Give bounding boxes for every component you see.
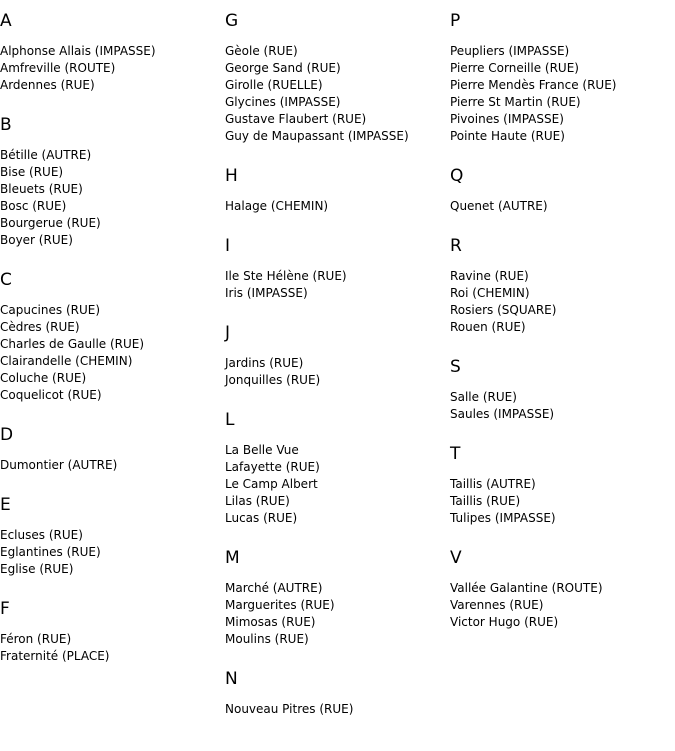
street-link[interactable]: Gustave Flaubert (RUE) (225, 112, 367, 126)
group-spacer (0, 665, 225, 676)
street-link[interactable]: Charles de Gaulle (RUE) (0, 337, 145, 351)
group-spacer (225, 648, 450, 659)
group-spacer (0, 404, 225, 415)
street-link[interactable]: Eglise (RUE) (0, 562, 74, 576)
street-link[interactable]: Taillis (AUTRE) (450, 477, 536, 491)
street-link[interactable]: Bise (RUE) (0, 165, 64, 179)
street-link[interactable]: Tulipes (IMPASSE) (450, 511, 556, 525)
street-link[interactable]: Fraternité (PLACE) (0, 649, 110, 663)
street-link[interactable]: Coquelicot (RUE) (0, 388, 102, 402)
letter-group-q (450, 156, 675, 226)
street-link[interactable]: Lafayette (RUE) (225, 460, 320, 474)
letter-group-f (0, 589, 225, 676)
street-link[interactable]: Roi (CHEMIN) (450, 286, 530, 300)
street-link[interactable]: Glycines (IMPASSE) (225, 95, 341, 109)
letter-group-p (450, 0, 675, 156)
street-link[interactable]: Taillis (RUE) (450, 494, 521, 508)
street-link[interactable]: Dumontier (AUTRE) (0, 458, 118, 472)
letter-heading: N (225, 669, 238, 689)
group-spacer (225, 527, 450, 538)
letter-heading: E (0, 495, 11, 515)
group-spacer (225, 215, 450, 226)
group-spacer (225, 302, 450, 313)
letter-group-r (450, 226, 675, 347)
letter-heading: I (225, 236, 231, 256)
street-link[interactable]: Girolle (RUELLE) (225, 78, 323, 92)
street-link[interactable]: Iris (IMPASSE) (225, 286, 308, 300)
street-link[interactable]: Féron (RUE) (0, 632, 72, 646)
street-link[interactable]: Marguerites (RUE) (225, 598, 335, 612)
group-spacer (450, 336, 675, 347)
street-link[interactable]: La Belle Vue (225, 443, 299, 457)
street-link[interactable]: Eglantines (RUE) (0, 545, 101, 559)
group-spacer (450, 423, 675, 434)
street-link[interactable]: Coluche (RUE) (0, 371, 87, 385)
letter-group-c (0, 260, 225, 415)
group-spacer (450, 215, 675, 226)
street-link[interactable]: Ardennes (RUE) (0, 78, 95, 92)
letter-group-d (0, 415, 225, 485)
street-link[interactable]: Bétille (AUTRE) (0, 148, 92, 162)
street-link[interactable]: Ravine (RUE) (450, 269, 529, 283)
street-link[interactable]: Halage (CHEMIN) (225, 199, 329, 213)
street-link[interactable]: Victor Hugo (RUE) (450, 615, 559, 629)
street-index-column-3 (450, 0, 675, 642)
street-link[interactable]: Pierre Corneille (RUE) (450, 61, 579, 75)
letter-heading: C (0, 270, 12, 290)
letter-group-l (225, 400, 450, 538)
group-spacer (450, 145, 675, 156)
letter-group-e (0, 485, 225, 589)
letter-group-a (0, 0, 225, 105)
street-link[interactable]: Saules (IMPASSE) (450, 407, 555, 421)
letter-heading: V (450, 548, 462, 568)
street-link[interactable]: Pierre Mendès France (RUE) (450, 78, 617, 92)
letter-heading: R (450, 236, 462, 256)
street-link[interactable]: Ecluses (RUE) (0, 528, 83, 542)
letter-heading: G (225, 11, 239, 31)
letter-group-g (225, 0, 450, 156)
street-link[interactable]: Marché (AUTRE) (225, 581, 323, 595)
street-link[interactable]: George Sand (RUE) (225, 61, 341, 75)
street-link[interactable]: Cèdres (RUE) (0, 320, 80, 334)
letter-heading: P (450, 11, 461, 31)
street-link[interactable]: Boyer (RUE) (0, 233, 73, 247)
street-link[interactable]: Lilas (RUE) (225, 494, 290, 508)
letter-group-b (0, 105, 225, 260)
letter-heading: M (225, 548, 240, 568)
letter-group-s (450, 347, 675, 434)
letter-heading: A (0, 11, 12, 31)
group-spacer (0, 474, 225, 485)
street-link[interactable]: Jonquilles (RUE) (225, 373, 321, 387)
letter-heading: B (0, 115, 12, 135)
street-link[interactable]: Bourgerue (RUE) (0, 216, 101, 230)
letter-group-h (225, 156, 450, 226)
street-link[interactable]: Capucines (RUE) (0, 303, 101, 317)
street-link[interactable]: Bleuets (RUE) (0, 182, 83, 196)
street-link[interactable]: Le Camp Albert (225, 477, 318, 491)
street-link[interactable]: Varennes (RUE) (450, 598, 544, 612)
street-link[interactable]: Jardins (RUE) (225, 356, 304, 370)
street-link[interactable]: Quenet (AUTRE) (450, 199, 548, 213)
group-spacer (225, 389, 450, 400)
street-link[interactable]: Pointe Haute (RUE) (450, 129, 565, 143)
group-spacer (0, 249, 225, 260)
letter-heading: F (0, 599, 10, 619)
street-link[interactable]: Lucas (RUE) (225, 511, 298, 525)
letter-heading: J (225, 323, 231, 343)
street-link[interactable]: Moulins (RUE) (225, 632, 309, 646)
street-link[interactable]: Peupliers (IMPASSE) (450, 44, 570, 58)
letter-group-t (450, 434, 675, 538)
letter-heading: H (225, 166, 238, 186)
street-link[interactable]: Rouen (RUE) (450, 320, 526, 334)
street-link[interactable]: Amfreville (ROUTE) (0, 61, 116, 75)
group-spacer (0, 578, 225, 589)
street-index-column-2 (225, 0, 450, 729)
street-link[interactable]: Alphonse Allais (IMPASSE) (0, 44, 156, 58)
group-spacer (225, 145, 450, 156)
letter-heading: L (225, 410, 235, 430)
group-spacer (450, 631, 675, 642)
street-link[interactable]: Guy de Maupassant (IMPASSE) (225, 129, 409, 143)
street-link[interactable]: Ile Ste Hélène (RUE) (225, 269, 347, 283)
letter-heading: Q (450, 166, 464, 186)
street-link[interactable]: Mimosas (RUE) (225, 615, 316, 629)
letter-group-n (225, 659, 450, 729)
street-link[interactable]: Pivoines (IMPASSE) (450, 112, 564, 126)
street-index-column-1 (0, 0, 225, 676)
street-link[interactable]: Bosc (RUE) (0, 199, 67, 213)
street-link[interactable]: Pierre St Martin (RUE) (450, 95, 581, 109)
group-spacer (450, 527, 675, 538)
street-link[interactable]: Clairandelle (CHEMIN) (0, 354, 133, 368)
street-link[interactable]: Nouveau Pitres (RUE) (225, 702, 354, 716)
letter-heading: T (450, 444, 461, 464)
letter-group-m (225, 538, 450, 659)
street-link[interactable]: Salle (RUE) (450, 390, 517, 404)
letter-group-i (225, 226, 450, 313)
letter-heading: S (450, 357, 461, 377)
street-link[interactable]: Vallée Galantine (ROUTE) (450, 581, 603, 595)
letter-group-j (225, 313, 450, 400)
group-spacer (0, 94, 225, 105)
street-link[interactable]: Rosiers (SQUARE) (450, 303, 557, 317)
group-spacer (225, 718, 450, 729)
street-link[interactable]: Gèole (RUE) (225, 44, 298, 58)
letter-group-v (450, 538, 675, 642)
letter-heading: D (0, 425, 14, 445)
